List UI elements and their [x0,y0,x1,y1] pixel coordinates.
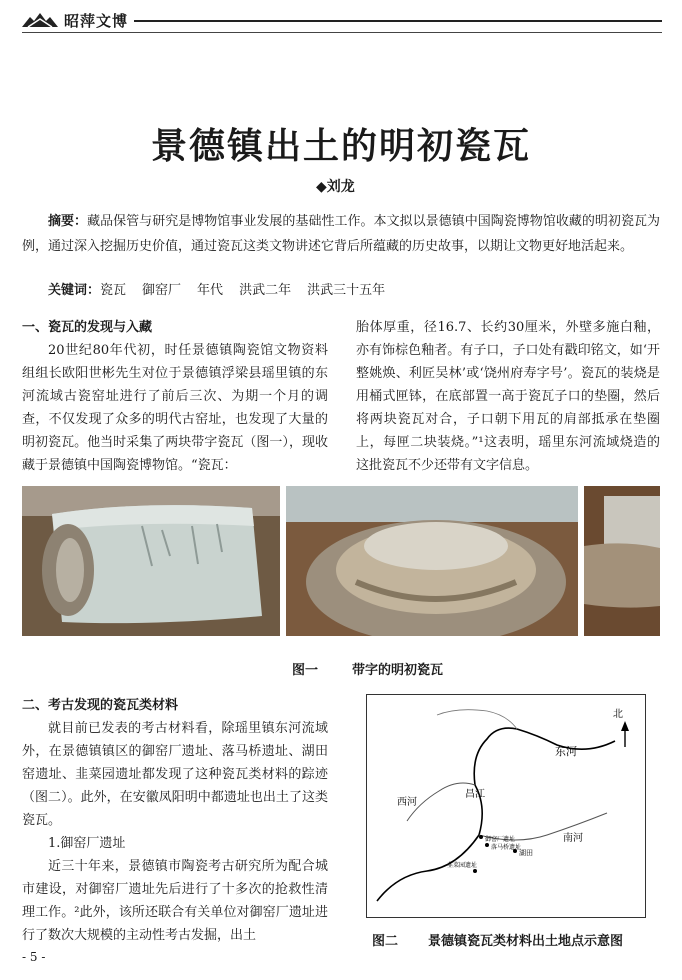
figure2-caption: 景德镇瓷瓦类材料出土地点示意图 [428,934,624,949]
map-label-luomaqiao: 落马桥遗址 [491,844,522,851]
section2-paragraph-1: 就目前已发表的考古材料看，除瑶里镇东河流域外，在景德镇镇区的御窑厂遗址、落马桥遗址、湖田窑遗址、韭菜园遗址都发现了这种瓷瓦类材料的踪迹（图二）。此外，在安徽凤阳明中都遗址也出土了这类瓷瓦。 [22,721,328,828]
article-title: 景德镇出土的明初瓷瓦 [150,125,531,167]
header-underline [22,32,662,33]
keyword: 瓷瓦 [100,283,127,298]
keyword: 洪武三十五年 [307,283,386,298]
figure1-label: 图一 [292,663,319,678]
section1-paragraph-right: 胎体厚重，径16.7、长约30厘米，外壁多施白釉，亦有饰棕色釉者。有子口，子口处有戳印铭文，如‘开整姚焕、利匠吴林’或‘饶州府寿字号’。瓷瓦的装烧是用桶式匣钵，在底部置一高于瓷瓦子口的垫圈，然后将两块瓷瓦对合，子口朝下用瓦的肩部抵承在垫圈上，每匣二块装烧。”¹这表明，瑶里东河流域烧造的这批瓷瓦不少还带有文字信息。 [356,320,660,473]
section2-paragraph-2: 近三十年来，景德镇市陶瓷考古研究所为配合城市建设，对御窑厂遗址先后进行了十多次的抢救性清理工作。²此外，该所还联合有关单位对御窑厂遗址进行了数次大规模的主动性考古发掘，出土 [22,859,328,943]
tile-photo-3 [584,486,660,636]
map-label-xihe: 西河 [397,797,417,808]
site-marker [479,835,483,839]
article-author: ◆刘龙 [316,179,355,195]
changjiang-river [377,728,615,901]
keywords [48,279,401,298]
map-label-donghe: 东河 [555,745,577,758]
map-label-nanhe: 南河 [563,833,583,844]
section1-heading: 一、瓷瓦的发现与入藏 [22,320,153,335]
section1-left-column [22,316,328,477]
section1-paragraph-left: 20世纪80年代初，时任景德镇陶瓷馆文物资料组组长欧阳世彬先生对位于景德镇浮梁县瑶里镇的东河流域古瓷窑址进行了前后三次、为期一个月的调查，不仅发现了众多的明代古窑址，也发现了大量的明初瓷瓦。他当时采集了两块带字瓷瓦（图一），现收藏于景德镇中国陶瓷博物馆。“瓷瓦： [22,343,328,473]
tributary-river [437,710,517,729]
north-arrowhead-icon [621,721,629,731]
site-marker [485,843,489,847]
header-rule [134,20,662,22]
magazine-logo-icon [22,11,58,29]
site-map [366,694,646,918]
magazine-name: 昭萍文博 [64,12,129,30]
keyword: 御窑厂 [142,283,182,298]
tile-photo-1 [22,486,280,636]
page-header [22,8,662,34]
keywords-label: 关键词： [48,283,101,298]
abstract-label: 摘要： [48,214,88,229]
keyword: 洪武二年 [239,283,292,298]
figure1-caption: 带字的明初瓷瓦 [352,663,444,678]
page-number: - 5 - [22,950,46,964]
abstract-text: 藏品保管与研究是博物馆事业发展的基础性工作。本文拟以景德镇中国陶瓷博物馆收藏的明初瓷瓦为例，通过深入挖掘历史价值，通过瓷瓦这类文物讲述它背后所蕴藏的历史故事，以期让文物更好地活起来。 [22,214,660,254]
map-label-jiucaiyuan: 韭菜园遗址 [447,862,478,869]
section2-column [22,694,328,947]
section2-heading: 二、考古发现的瓷瓦类材料 [22,698,179,713]
abstract [22,209,660,259]
tile-photo-2 [286,486,578,636]
map-label-changjiang: 昌江 [465,789,485,800]
site-marker [473,869,477,873]
map-north-label: 北 [613,709,623,720]
map-label-hutian: 湖田 [519,849,533,857]
figure2-label: 图二 [372,934,399,949]
keyword: 年代 [197,283,224,298]
section1-right-column [356,316,660,477]
map-label-yuyaochang: 御窑厂遗址 [485,836,516,843]
section2-subheading: 1.御窑厂遗址 [48,836,126,851]
